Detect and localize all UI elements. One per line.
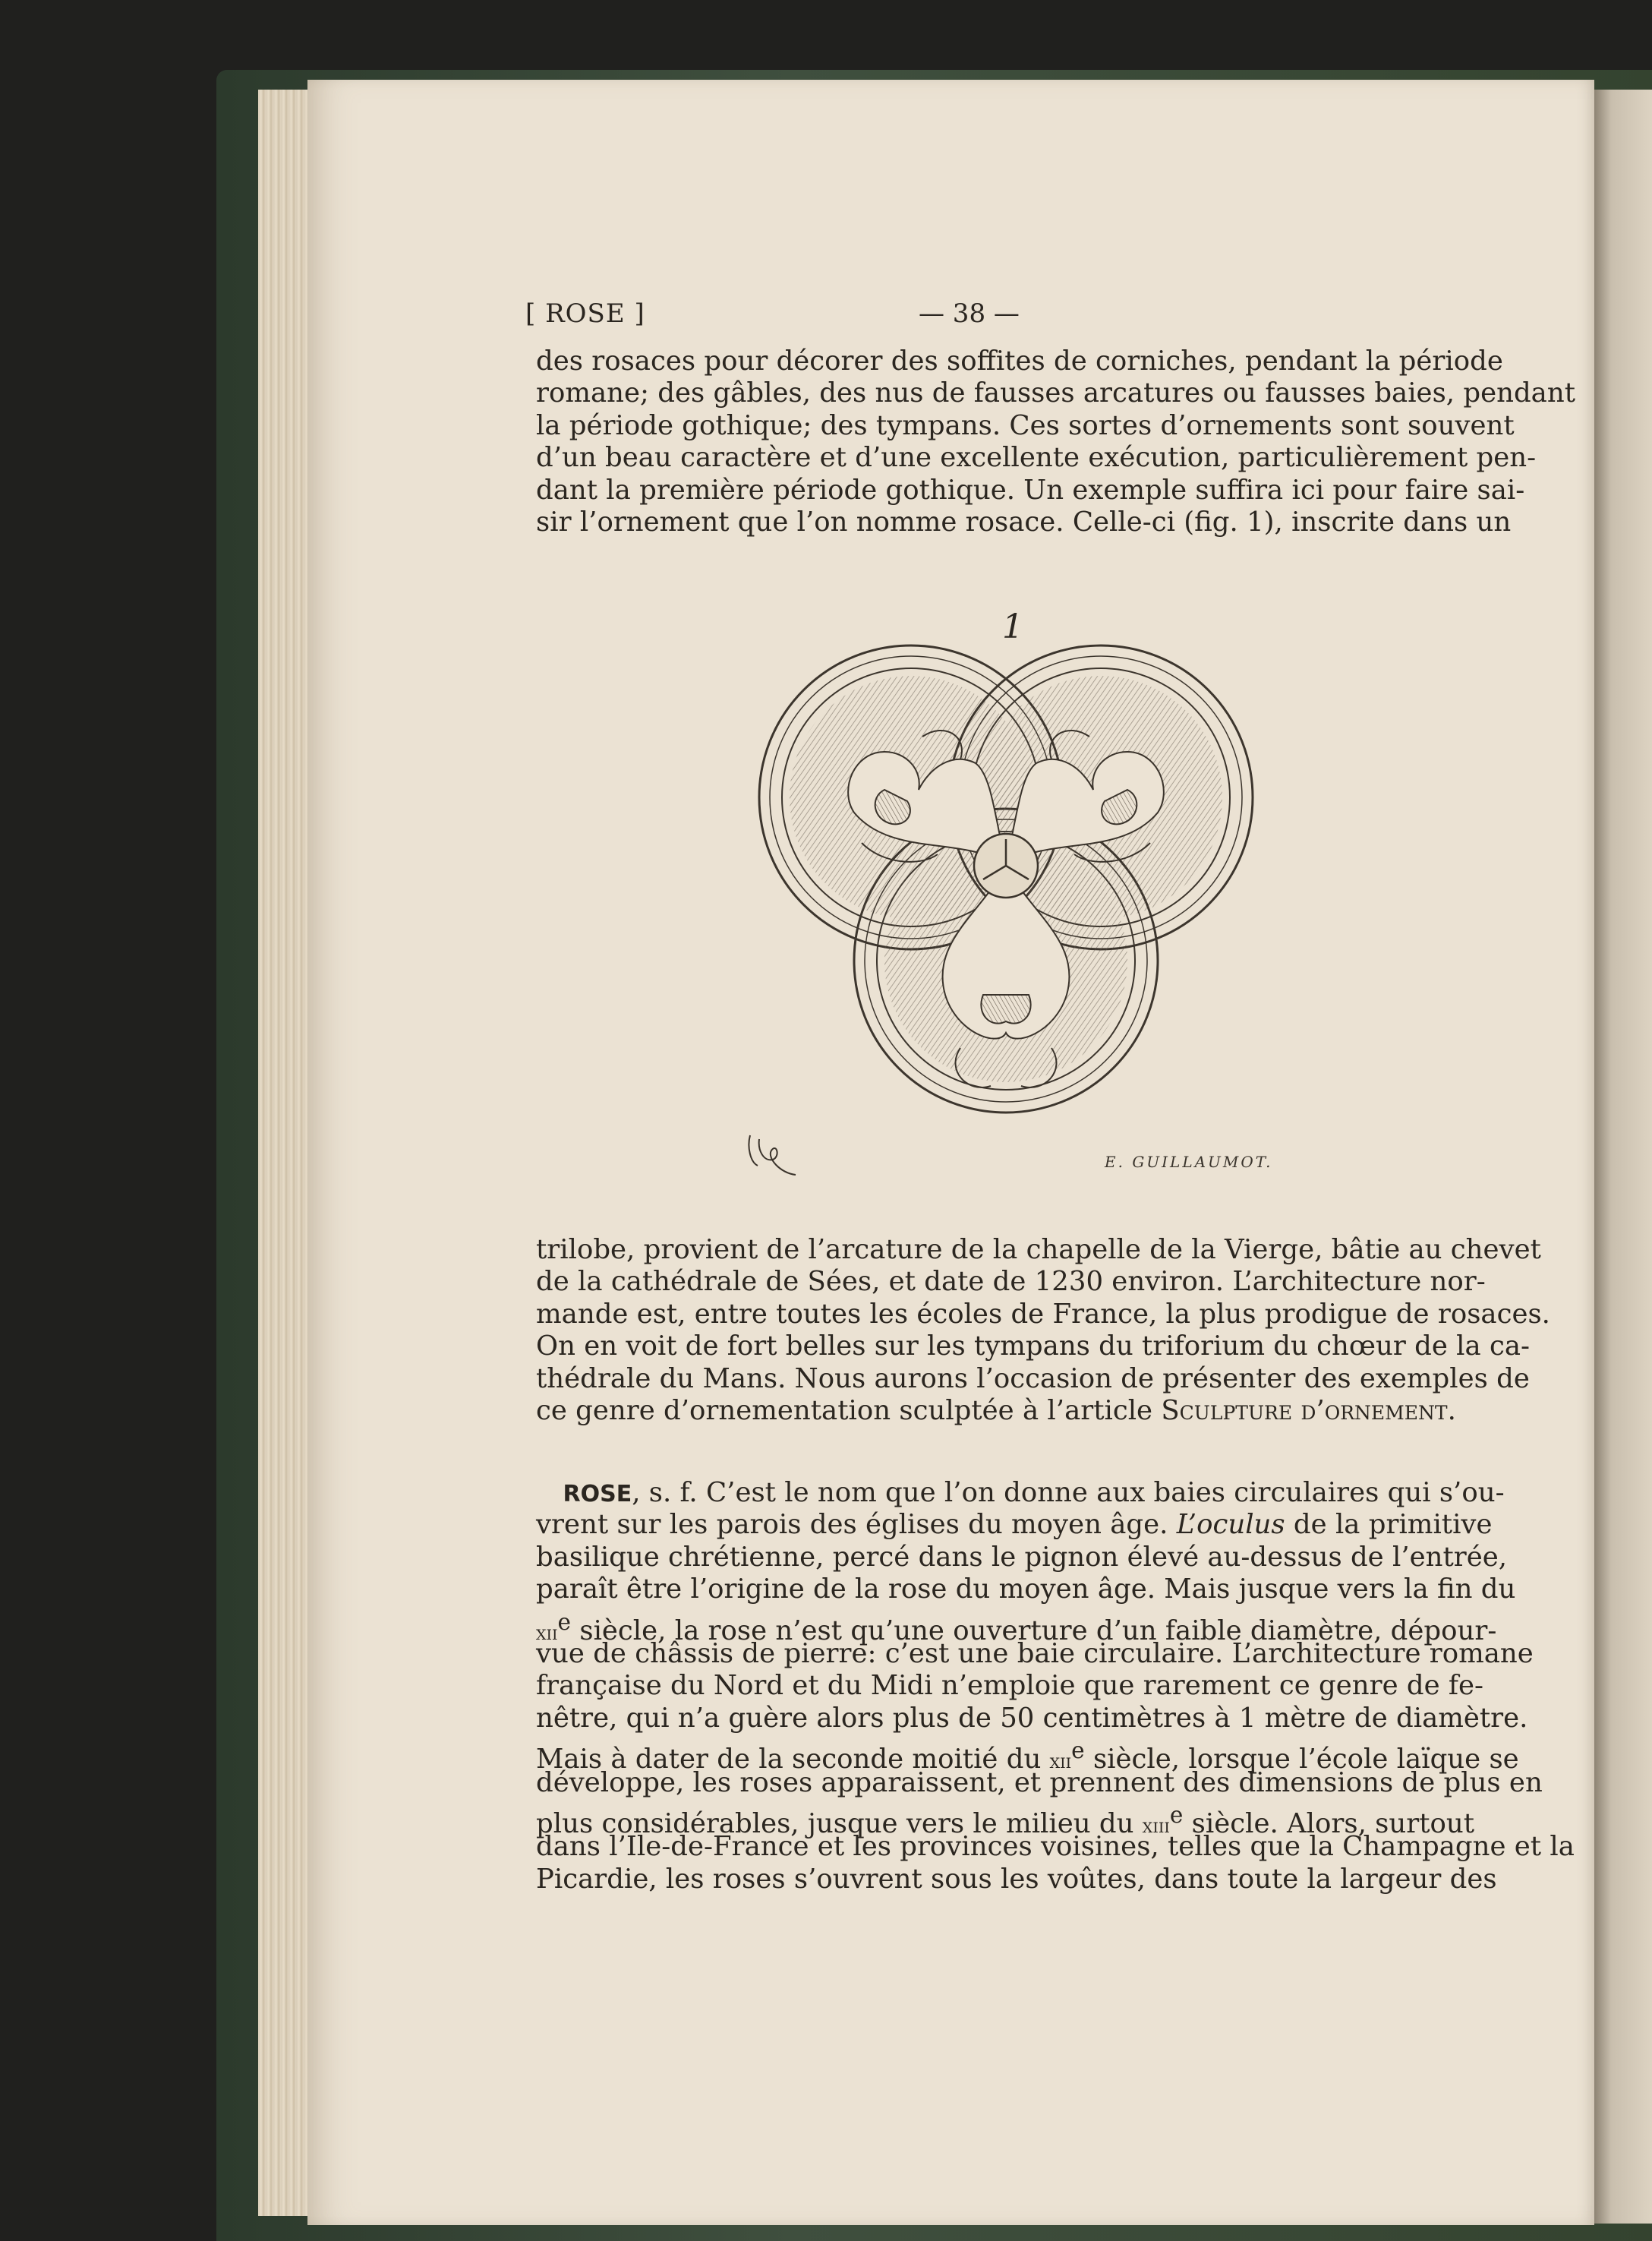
text-line: sir l’ornement que l’on nomme rosace. Celle-ci (fig. 1), inscrite dans un [536, 506, 1512, 538]
text-line: thédrale du Mans. Nous aurons l’occasion de présenter des exemples de [536, 1362, 1530, 1394]
text-line: paraît être l’origine de la rose du moyen âge. Mais jusque vers la fin du [536, 1573, 1516, 1605]
text-line [536, 1734, 1519, 1775]
engraver-signature: E. GUILLAUMOT. [1105, 1153, 1273, 1171]
figure-number: 1 [1002, 608, 1023, 646]
text-line: nêtre, qui n’a guère alors plus de 50 centimètres à 1 mètre de diamètre. [536, 1702, 1528, 1734]
page-number: — 38 — [919, 298, 1020, 329]
text-line: d’un beau caractère et d’une excellente exécution, particulièrement pen- [536, 442, 1537, 474]
superscript: e [557, 1608, 572, 1635]
central-boss [974, 834, 1038, 898]
superscript: e [1071, 1738, 1085, 1764]
text-line [536, 1799, 1474, 1839]
text-line [536, 1606, 1497, 1646]
text-fragment: siècle. Alors, surtout [1183, 1807, 1474, 1839]
entry-headword: ROSE [563, 1481, 632, 1507]
running-head-section: [ ROSE ] [525, 298, 645, 329]
paragraph-1 [536, 346, 1575, 538]
facing-page-edge [1594, 90, 1652, 2224]
running-head [525, 298, 1439, 332]
artist-monogram [742, 1120, 811, 1188]
page-edges [258, 90, 311, 2216]
text-line: développe, les roses apparaissent, et prennent des dimensions de plus en [536, 1766, 1543, 1798]
text-line-last [536, 1394, 1456, 1427]
text-fragment: plus considérables, jusque vers le milieu du [536, 1807, 1143, 1839]
superscript: e [1169, 1801, 1184, 1828]
text-line: française du Nord et du Midi n’emploie que rarement ce genre de fe- [536, 1670, 1484, 1702]
text-fragment: siècle, lorsque l’école laïque se [1084, 1743, 1519, 1775]
text-line [536, 1477, 1505, 1509]
text-line: vue de châssis de pierre: c’est une baie circulaire. L’architecture romane [536, 1637, 1534, 1669]
text-line: Picardie, les roses s’ouvrent sous les voûtes, dans toute la largeur des [536, 1863, 1497, 1895]
trilobe-rosace-engraving [740, 638, 1272, 1154]
text-line [536, 1509, 1493, 1541]
text-line: de la cathédrale de Sées, et date de 1230 environ. L’architecture nor- [536, 1266, 1486, 1298]
century-numeral: xii [536, 1621, 558, 1645]
text-line: basilique chrétienne, percé dans le pignon élevé au-dessus de l’entrée, [536, 1541, 1508, 1573]
text-line: dant la première période gothique. Un exemple suffira ici pour faire sai- [536, 474, 1525, 506]
paragraph-2 [536, 1234, 1550, 1427]
text-fragment: . [1447, 1394, 1456, 1426]
italic-term: L’oculus [1176, 1509, 1285, 1541]
text-line: la période gothique; des tympans. Ces sortes d’ornements sont souvent [536, 409, 1515, 441]
text-line: des rosaces pour décorer des soffites de corniches, pendant la période [536, 346, 1503, 377]
century-numeral: xiii [1142, 1813, 1170, 1838]
paragraph-3-entry-rose [536, 1477, 1575, 1895]
text-fragment: vrent sur les parois des églises du moyen âge. [536, 1509, 1177, 1541]
text-fragment: Mais à dater de la seconde moitié du [536, 1743, 1050, 1775]
cross-reference: Sculpture d’ornement [1161, 1394, 1448, 1426]
text-fragment: de la primitive [1285, 1509, 1493, 1541]
century-numeral: xii [1049, 1749, 1072, 1773]
text-fragment: , s. f. C’est le nom que l’on donne aux baies circulaires qui s’ou- [632, 1477, 1505, 1508]
text-fragment: ce genre d’ornementation sculptée à l’article [536, 1394, 1162, 1426]
text-line: trilobe, provient de l’arcature de la chapelle de la Vierge, bâtie au chevet [536, 1234, 1541, 1265]
text-fragment: siècle, la rose n’est qu’une ouverture d’un faible diamètre, dépour- [571, 1614, 1497, 1646]
text-line: mande est, entre toutes les écoles de France, la plus prodigue de rosaces. [536, 1298, 1550, 1330]
text-line: On en voit de fort belles sur les tympans du triforium du chœur de la ca- [536, 1330, 1530, 1362]
text-line: dans l’Ile-de-France et les provinces voisines, telles que la Champagne et la [536, 1831, 1575, 1863]
text-line: romane; des gâbles, des nus de fausses arcatures ou fausses baies, pendant [536, 377, 1575, 409]
